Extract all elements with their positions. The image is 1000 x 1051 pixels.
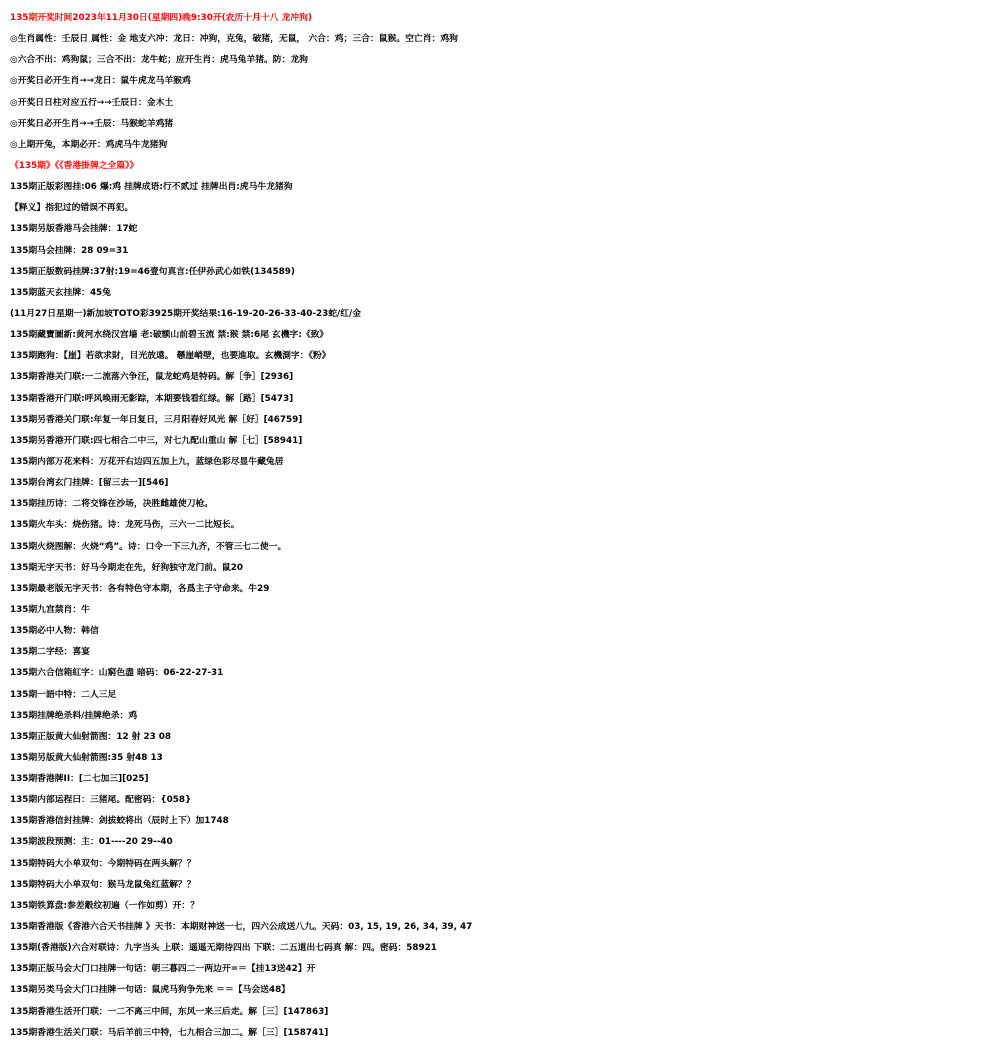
text-line: 135期必中人物：韩信 [10, 626, 99, 637]
text-line: 135期波段预测：主：01----20 29--40 [10, 837, 173, 848]
text-line: 135期马会挂牌：28 09=31 [10, 245, 129, 256]
text-line: 135期内部运程曰：三猪尾。配密码：{058} [10, 795, 192, 806]
text-line: 135期六合信箱紅字：山窮色盡 暗码：06-22-27-31 [10, 668, 224, 679]
text-line: 135期二字经：喜宴 [10, 647, 90, 658]
text-line: 135期特码大小单双句：猴马龙鼠兔红蓝解？？ [10, 879, 196, 890]
text-line: 135期另版香港马会挂牌：17蛇 [10, 224, 138, 235]
text-line: 135期香港关门联:一二流落六争汪，鼠龙蛇鸡是特码。解［争］[2936] [10, 372, 294, 383]
text-line: 135期香港牌II：[二七加三][025] [10, 774, 149, 785]
text-line: 135期特码大小单双句：今期特码在两头解？？ [10, 858, 196, 869]
text-line: 135期正版数码挂牌:37射:19=46壹句真言:任伊孙武心如铁(134589) [10, 266, 295, 277]
text-line: 135期另类马会大门口挂牌一句话：鼠虎马狗争先来 ＝＝【马会送48】 [10, 985, 290, 996]
text-line: ◎开奖日必开生肖→→壬辰：马猴蛇羊鸡猪 [10, 118, 174, 129]
text-line: 135期火烧图解：火烧“鸡”。诗：口令一下三九齐，不管三七二使一。 [10, 541, 287, 552]
text-line: 135期挂历诗：二将交锋在沙场，决胜雌雄使刀枪。 [10, 499, 214, 510]
text-line: 135期内部万花来料：万花开右边四五加上九，蓝绿色彩尽显牛藏兔居 [10, 456, 284, 467]
text-line: 135期蓝天玄挂牌：45兔 [10, 287, 111, 298]
text-line: ◎生肖属性：壬辰日 属性：金 地支六冲：龙日：冲狗，克兔，破猪，无鼠， 六合：鸡；三合：鼠猴。空亡肖：鸡狗 [10, 34, 458, 45]
text-line: 135期最老版无字天书：各有特色守本期，各爲主子守命来。牛29 [10, 583, 270, 594]
text-line: 135期正版彩图挂:06 爆:鸡 挂牌成语:行不贰过 挂牌出肖:虎马牛龙猪狗 [10, 182, 293, 193]
text-line: 【释义】指犯过的错误不再犯。 [10, 203, 134, 214]
text-line: 135期一語中特：二人三足 [10, 689, 117, 700]
text-line: 135期(香港版)六合对联诗：九字当头 上联：遥遥无期待四出 下联：二五道出七码真 解：四。密码：58921 [10, 943, 437, 954]
text-line: 135期香港开门联:呼风唤雨无影踪，本期要钱看红绿。解［路］[5473] [10, 393, 294, 404]
text-line: 135期香港版《香港六合天书挂牌 》天书：本期财神送一七，四六公成送八九。天码：03, 15, 19, 26, 34, 39, 47 [10, 922, 473, 933]
text-line: 135期另版黄大仙射箭图:35 射48 13 [10, 752, 163, 763]
text-line: 135期台湾玄门挂牌：[留三去一][546] [10, 478, 169, 489]
text-line: 135期跑狗：【崖】若欲求財，目光放遠。 懸崖峭壁，也要進取。玄機測字：《粉》 [10, 351, 331, 362]
text-line: 135期正版黄大仙射箭图：12 射 23 08 [10, 731, 172, 742]
text-line: ◎开奖日必开生肖→→龙日：鼠牛虎龙马羊猴鸡 [10, 76, 191, 87]
text-line: 135期挂牌绝杀料/挂牌绝杀：鸡 [10, 710, 138, 721]
text-line: 135期铁算盘:参差觳纹初遍（一作如剪）开：？ [10, 900, 200, 911]
text-line: 135期香港生活关门联：马后羊前三中特，七九相合三加二。解［三］[158741] [10, 1027, 329, 1038]
text-line: ◎上期开兔，本期必开：鸡虎马牛龙猪狗 [10, 139, 168, 150]
text-line: 135期九宫禁肖：牛 [10, 604, 90, 615]
text-line: 135期香港生活开门联：一二不离三中间，东风一来三后走。解［三］[147863] [10, 1006, 329, 1017]
heading-line: 135期开奖时间2023年11月30日(星期四)晚9:30开(农历十月十八 龙冲狗) [10, 13, 312, 23]
text-line: 135期另香港关门联:年复一年日复日，三月阳春好风光 解［好］[46759] [10, 414, 303, 425]
text-line: 135期藏寶圖新:黄河水绕汉宫墙 老:破额山前碧玉流 禁:猴 禁:6尾 玄機字:《致》 [10, 330, 329, 341]
text-line: ◎开奖日日柱对应五行→→壬辰日：金木土 [10, 97, 174, 108]
heading-line: 《135期》《《香港掛牌之全篇》》 [10, 160, 139, 171]
text-line: 135期无字天书：好马今期走在先，好狗独守龙门前。鼠20 [10, 562, 243, 573]
text-line: 135期正版马会大门口挂牌一句话：朝三暮四二一两边开=＝【挂13送42】开 [10, 964, 316, 975]
text-line: 135期香港信封挂牌：剑拔蛟将出（辰时上下）加1748 [10, 816, 229, 827]
text-line: 135期火车头：烧伤猪。诗：龙死马伤，三六一二比短长。 [10, 520, 240, 531]
text-line: ◎六合不出：鸡狗鼠；三合不出：龙牛蛇；应开生肖：虎马兔羊猪。防：龙狗 [10, 55, 308, 66]
text-line: (11月27日星期一)新加坡TOTO彩3925期开奖结果:16-19-20-26-33-40-23蛇/红/金 [10, 308, 362, 319]
text-line: 135期另香港开门联:四七相合二中三，对七九配山重山 解［七］[58941] [10, 435, 303, 446]
